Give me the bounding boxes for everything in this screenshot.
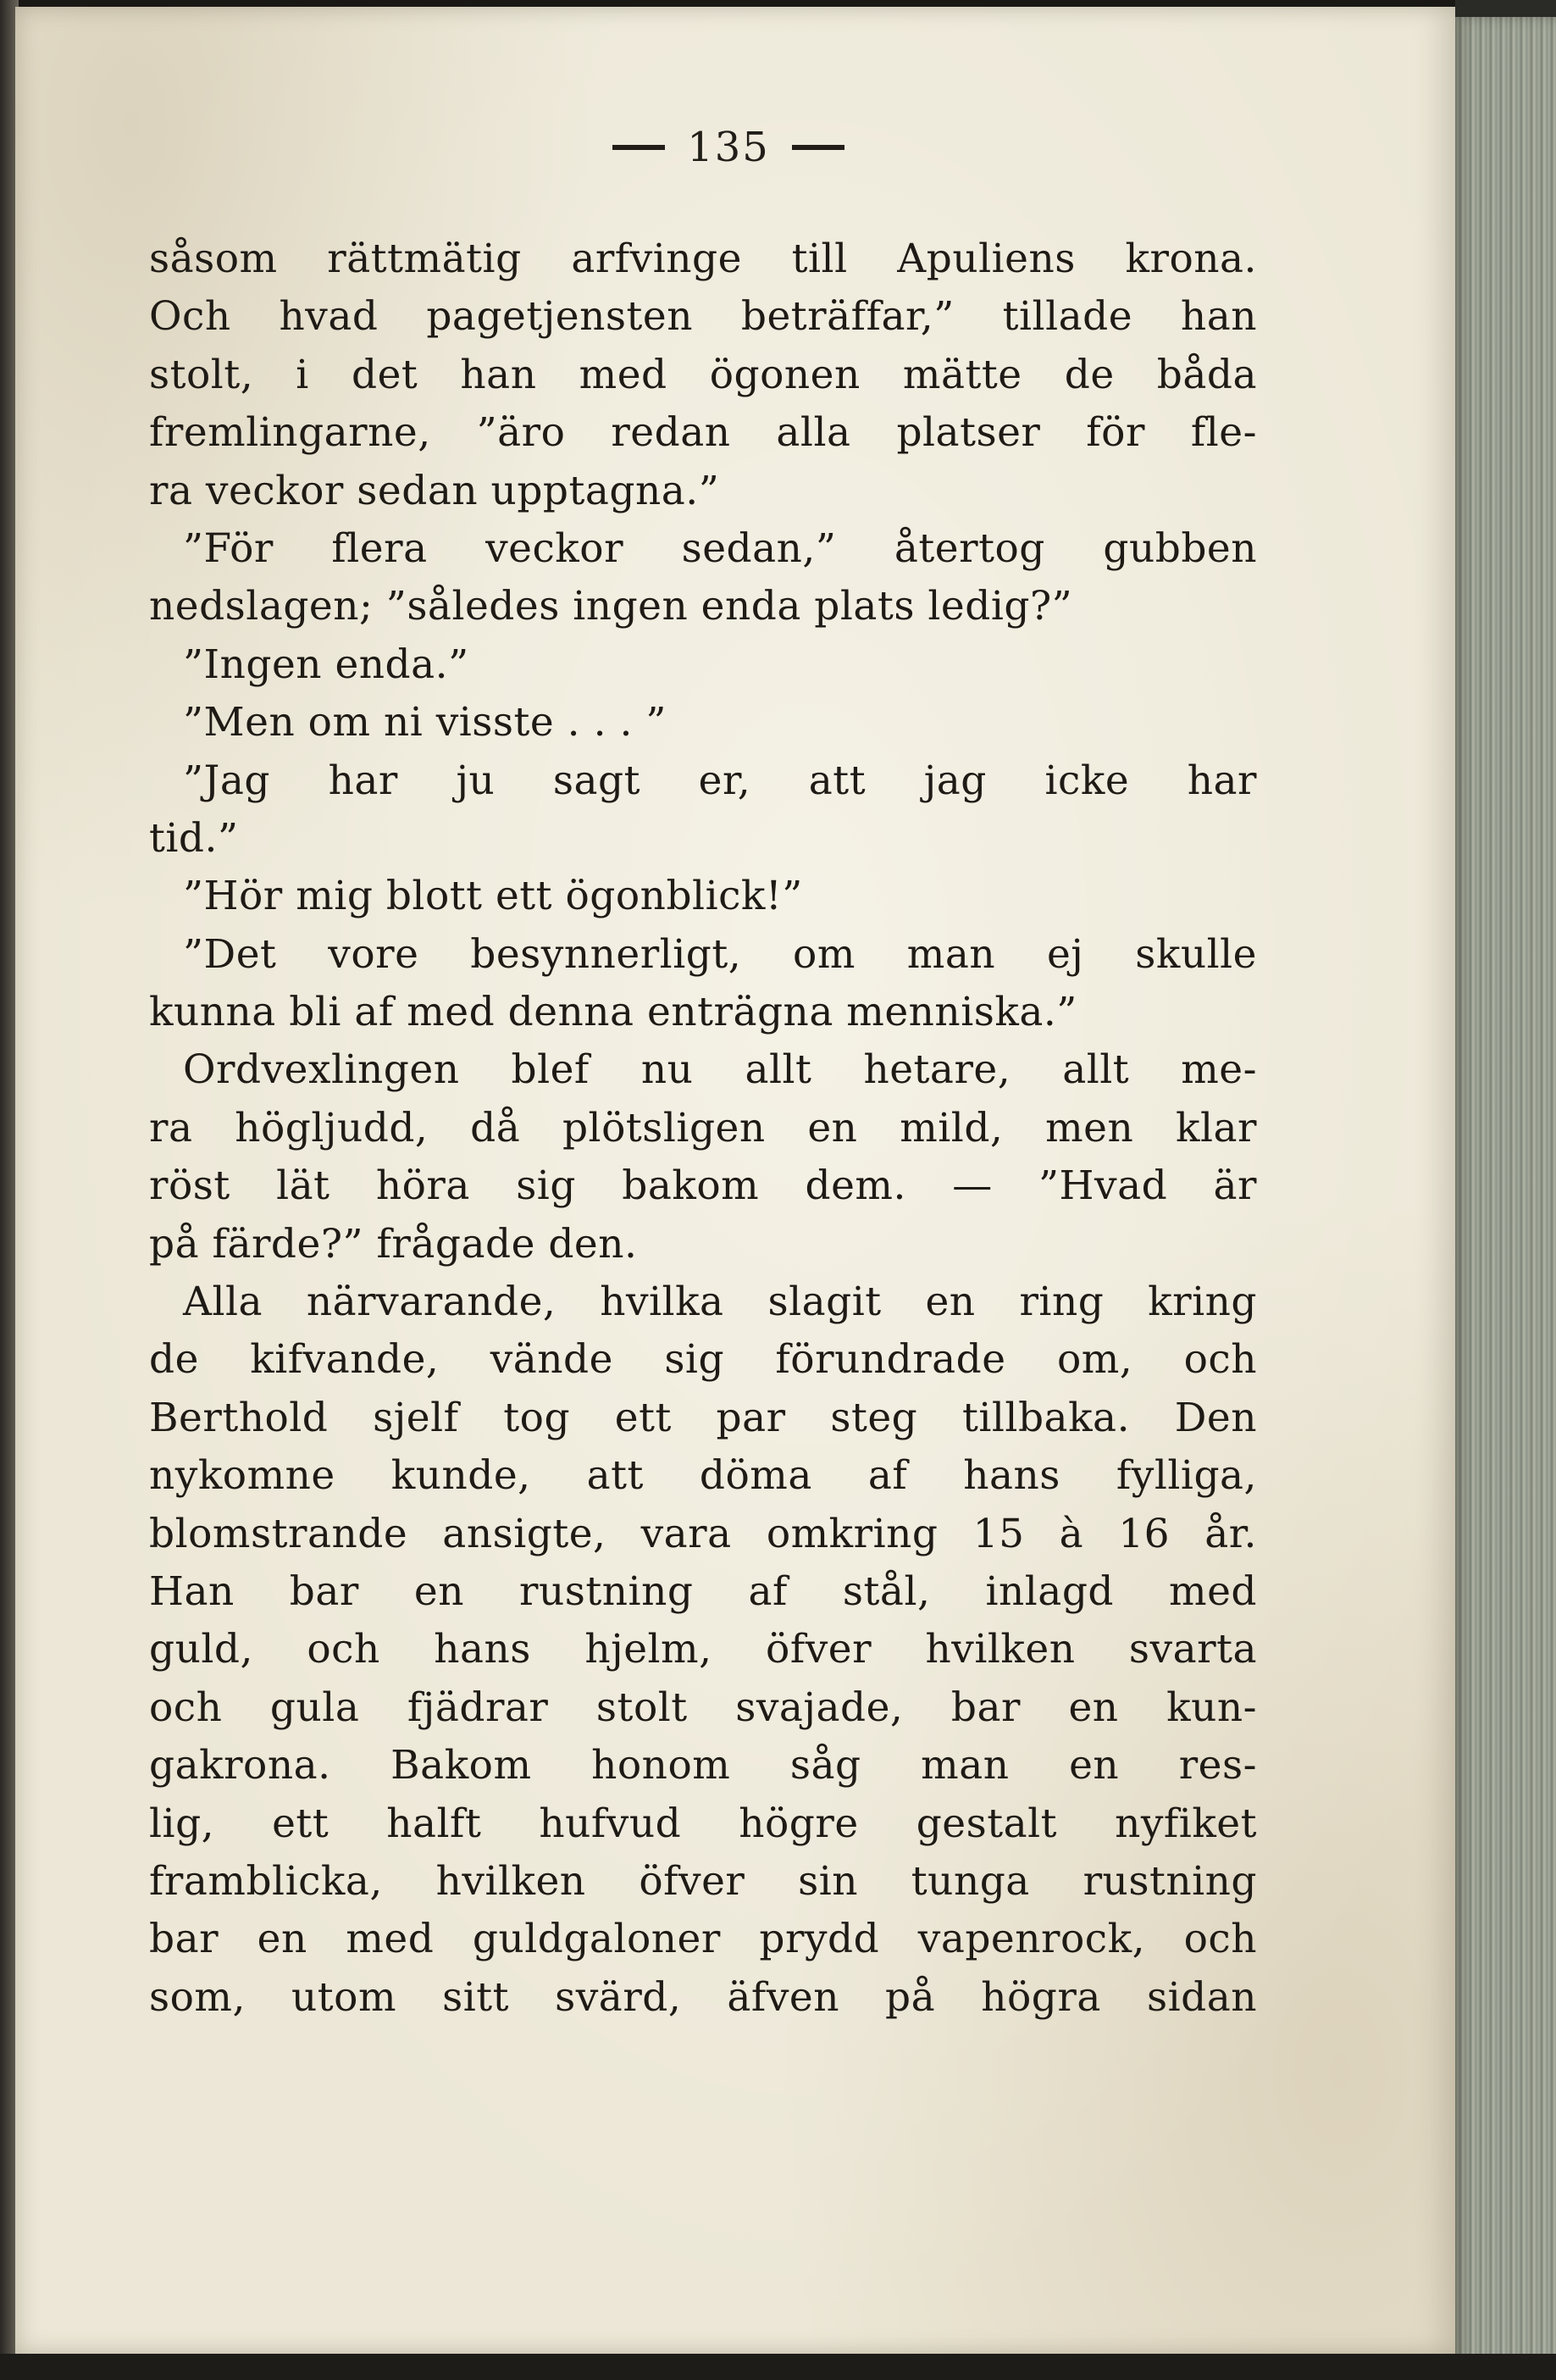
text-line: ”Ingen enda.” <box>183 641 469 688</box>
text-line: ”Hör mig blott ett ögonblick!” <box>183 873 803 920</box>
text-line: blomstrande ansigte, vara omkring 15 à 16 år. <box>149 1510 1257 1557</box>
text-line: ra högljudd, då plötsligen en mild, men klar <box>149 1104 1257 1151</box>
text-line: ra veckor sedan upptagna.” <box>149 467 720 514</box>
scan-bottom-border <box>0 2354 1556 2380</box>
text-line: som, utom sitt svärd, äfven på högra sidan <box>149 1973 1257 2021</box>
text-line: på färde?” frågade den. <box>149 1220 638 1268</box>
text-line: ”För flera veckor sedan,” återtog gubben <box>183 524 1257 572</box>
text-line: Ordvexlingen blef nu allt hetare, allt me- <box>183 1046 1257 1094</box>
text-line: guld, och hans hjelm, öfver hvilken svarta <box>149 1626 1257 1673</box>
text-line: Alla närvarande, hvilka slagit en ring kring <box>183 1279 1257 1326</box>
text-line: bar en med guldgaloner prydd vapenrock, och <box>149 1916 1257 1963</box>
text-line: Berthold sjelf tog ett par steg tillbaka. Den <box>149 1394 1257 1441</box>
text-line: och gula fjädrar stolt svajade, bar en kun- <box>149 1684 1257 1731</box>
body-text <box>149 230 1257 2027</box>
text-line: såsom rättmätig arfvinge till Apuliens krona. <box>149 236 1257 282</box>
text-line: de kifvande, vände sig förundrade om, och <box>149 1336 1257 1384</box>
text-line: Han bar en rustning af stål, inlagd med <box>149 1567 1257 1615</box>
page-stack-top <box>1455 0 1556 19</box>
text-line: framblicka, hvilken öfver sin tunga rustning <box>149 1857 1257 1905</box>
text-line: röst lät höra sig bakom dem. — ”Hvad är <box>149 1162 1257 1210</box>
text-line: stolt, i det han med ögonen mätte de båda <box>149 351 1257 398</box>
page-header <box>0 124 1457 171</box>
page-stack-edge <box>1455 17 1556 2364</box>
header-dash-right <box>792 145 844 150</box>
text-line: tid.” <box>149 814 239 862</box>
text-line: nykomne kunde, att döma af hans fylliga, <box>149 1452 1257 1500</box>
text-line: gakrona. Bakom honom såg man en res- <box>149 1742 1257 1789</box>
text-line: ”Det vore besynnerligt, om man ej skulle <box>183 930 1257 978</box>
text-line: Och hvad pagetjensten beträffar,” tillade han <box>149 293 1257 341</box>
text-line: fremlingarne, ”äro redan alla platser för fle- <box>149 409 1257 457</box>
text-line: lig, ett halft hufvud högre gestalt nyfiket <box>149 1800 1257 1847</box>
text-line: ”Men om ni visste . . . ” <box>183 699 667 746</box>
text-line: ”Jag har ju sagt er, att jag icke har <box>183 757 1257 804</box>
text-line: nedslagen; ”således ingen enda plats ledig?” <box>149 583 1073 630</box>
text-line: kunna bli af med denna enträgna menniska.” <box>149 989 1077 1036</box>
header-dash-left <box>612 145 665 150</box>
page-number: 135 <box>687 124 770 171</box>
